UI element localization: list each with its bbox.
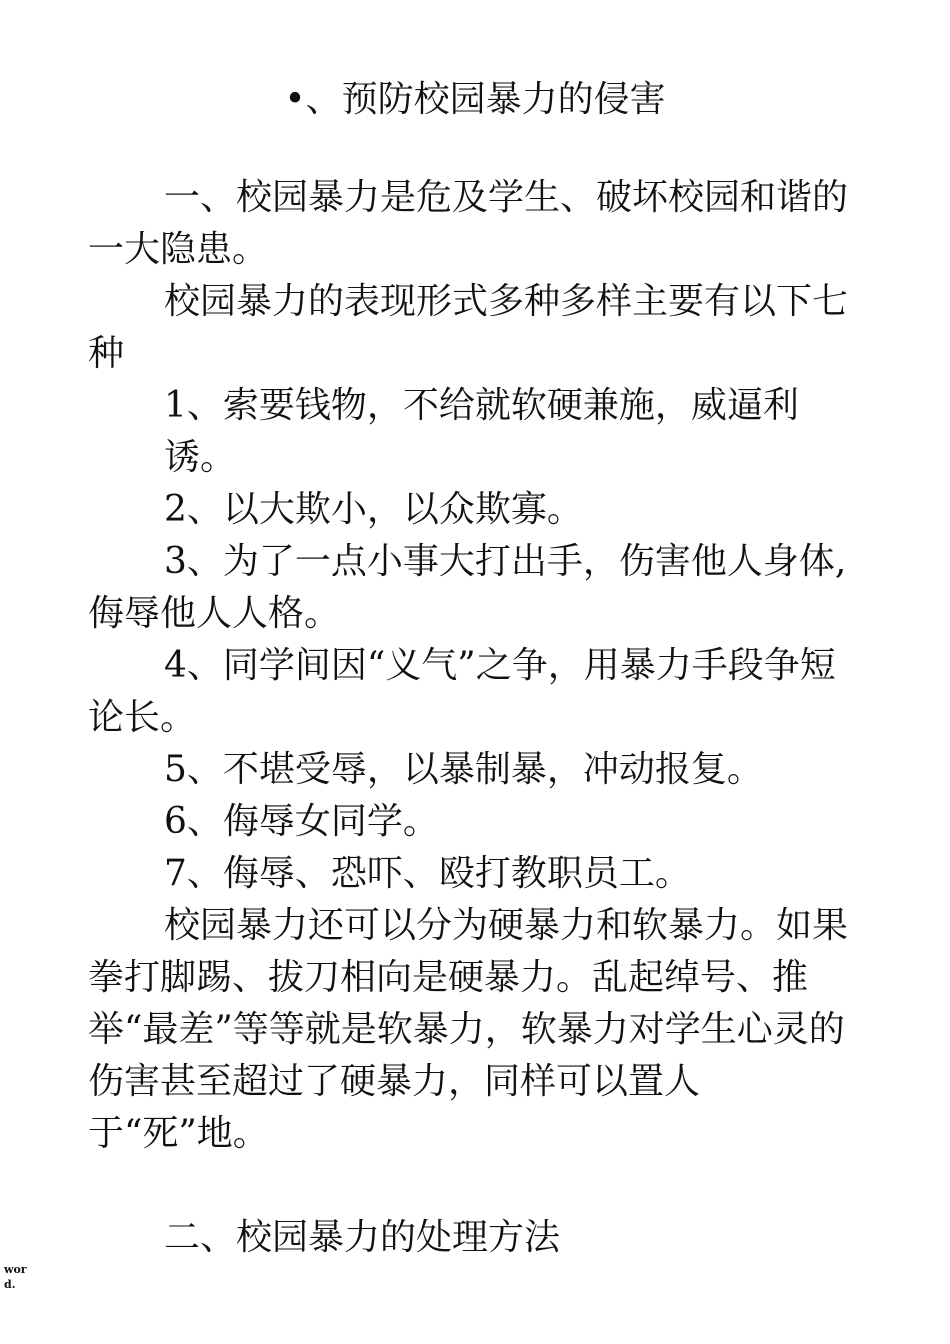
list-item-2: 2、以大欺小，以众欺寡。 — [164, 489, 583, 530]
section-2-heading: 二、校园暴力的处理方法 — [164, 1217, 561, 1258]
paragraph-hard-soft-violence: 校园暴力还可以分为硬暴力和软暴力。如果拳打脚踢、拔刀相向是硬暴力。乱起绰号、推举“最差”等等就是软暴力，软暴力对学生心灵的伤害甚至超过了硬暴力，同样可以置人于“死”地。 — [88, 905, 849, 1154]
list-item-3: 3、为了一点小事大打出手，伤害他人身体,侮辱他人人格。 — [88, 541, 847, 634]
list-item-5: 5、不堪受辱，以暴制暴，冲动报复。 — [164, 749, 763, 790]
section-1-heading: 一、校园暴力是危及学生、破坏校园和谐的一大隐患。 — [88, 177, 849, 270]
footer-label: word. — [4, 1263, 27, 1291]
list-item-4: 4、同学间因“义气”之争，用暴力手段争短论长。 — [88, 645, 836, 738]
paragraph-intro: 校园暴力的表现形式多种多样主要有以下七种 — [88, 281, 849, 374]
list-item-7: 7、侮辱、恐吓、殴打教职员工。 — [164, 853, 691, 894]
list-item-1: 1、索要钱物，不给就软硬兼施，威逼利诱。 — [164, 385, 799, 478]
document-title: •、预防校园暴力的侵害 — [284, 79, 666, 120]
document-body — [88, 172, 864, 1264]
list-item-6: 6、侮辱女同学。 — [164, 801, 439, 842]
